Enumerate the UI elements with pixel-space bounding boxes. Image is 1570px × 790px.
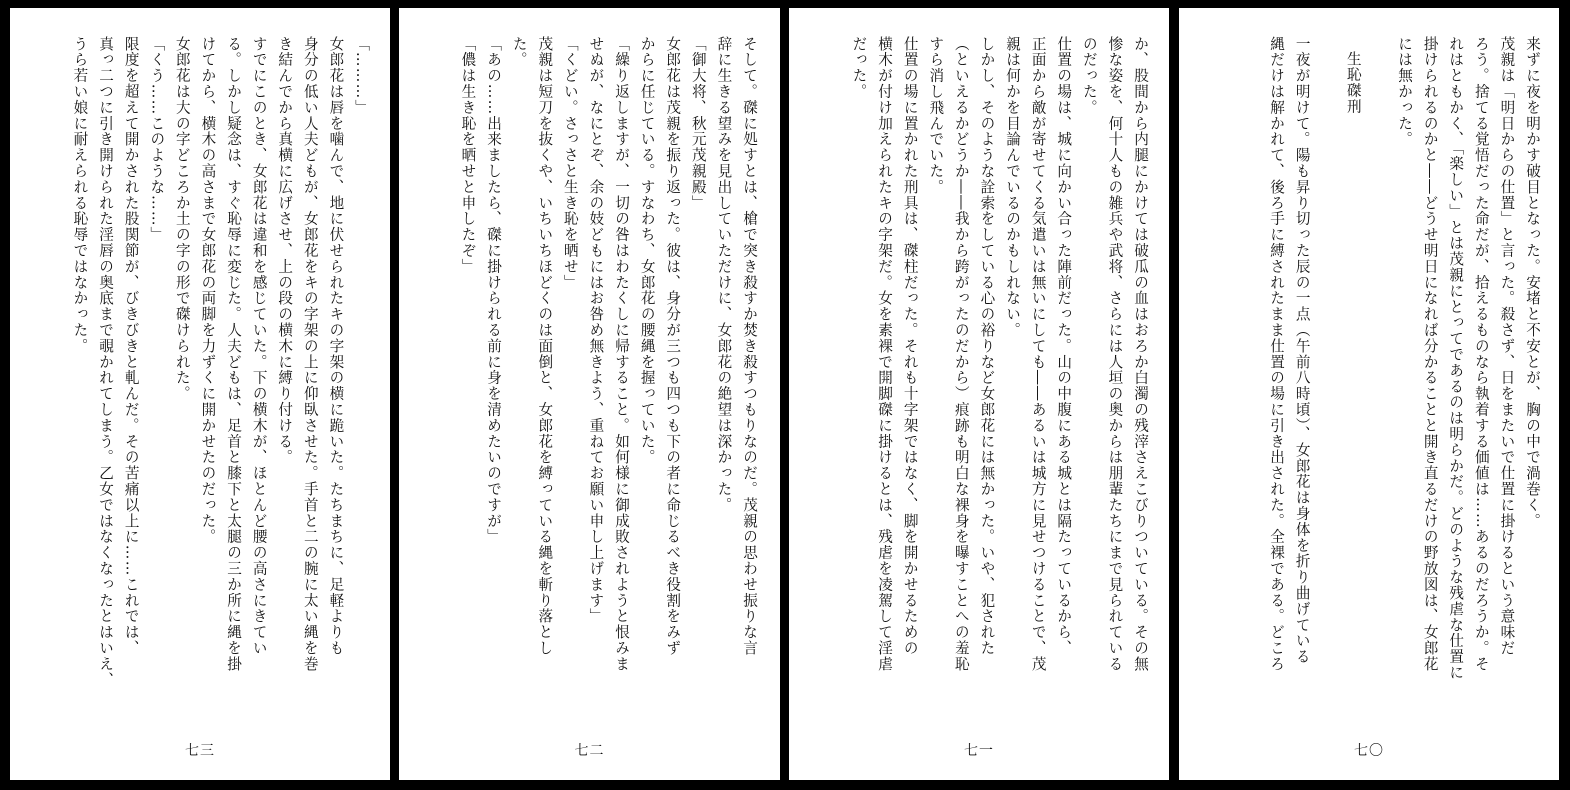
text-line: 女郎花は大の字どころか土の字の形で磔けられた。 <box>173 36 191 402</box>
page-seventy <box>1179 8 1559 780</box>
text-line: 茂親は「明日からの仕置」と言った。殺さず、日をまたいで仕置に掛けるという意味だ <box>1498 36 1516 657</box>
text-line: 「………」 <box>353 36 370 116</box>
text-line: 「御大将、秋元茂親殿」 <box>689 36 707 211</box>
page-body-text <box>1263 36 1545 736</box>
text-line: そして。磔に処すとは、槍で突き殺すか焚き殺すつもりなのだ。茂親の思わせ振りな言 <box>741 36 758 657</box>
text-line: れはともかく、「楽しい」とは茂親にとってであるのは明らかだ。どのような残虐な仕置に <box>1447 36 1465 681</box>
text-line: 縄だけは解かれて、後ろ手に縛されたまま仕置の場に引き出された。全裸である。どころ <box>1268 36 1286 672</box>
text-line: 「繰り返しますが、一切の咎はわたくしに帰すること。如何様に御成敗されようと恨みま <box>613 36 631 672</box>
text-line: しかし、そのような詮索をしている心の裕りなど女郎花には無かった。いや、犯された <box>978 36 996 657</box>
text-line: 来ずに夜を明かす破目となった。安堵と不安とが、胸の中で渦巻く。 <box>1524 36 1541 529</box>
text-line: 真っ二つに引き開けられた淫唇の奥底まで覗かれてしまう。乙女ではなくなったとはいえ、 <box>97 36 115 688</box>
text-line: 仕置の場に置かれた刑具は、磔柱だった。それも十字架ではなく、脚を開かせるための <box>901 36 919 657</box>
text-line: 正面から敵が寄せてくる気遣いは無いにしても――あるいは城方に見せつけることで、茂 <box>1029 36 1047 672</box>
page-number: 七〇 <box>1354 743 1384 759</box>
chapter-heading: 生恥磔刑 <box>1344 50 1362 115</box>
text-line: 辞に生きる望みを見出していただけに、女郎花の絶望は深かった。 <box>715 36 733 513</box>
text-line: 身分の低い人夫どもが、女郎花をキの字架の上に仰臥させた。手首と二の腕に太い縄を巻 <box>301 36 319 672</box>
text-line: すら消し飛んでいた。 <box>927 36 945 195</box>
text-line: うら若い娘に耐えられる恥辱ではなかった。 <box>71 36 89 354</box>
text-line: 横木が付け加えられたキの字架だ。女を素裸で開脚磔に掛けるとは、残虐を凌駕して淫虐 <box>876 36 894 672</box>
text-line: 惨な姿を、何十人もの雑兵や武将、さらには人垣の奥からは朋輩たちにまで見られている <box>1106 36 1124 672</box>
page-number: 七三 <box>185 743 215 759</box>
text-line: 掛けられるのかと――どうせ明日になれば分かることと開き直るだけの野放図は、女郎花 <box>1421 36 1439 672</box>
text-line: には無かった。 <box>1396 36 1414 148</box>
text-line: からに任じている。すなわち、女郎花の腰縄を握っていた。 <box>638 36 656 466</box>
text-line: 茂親は短刀を抜くや、いちいちほどくのは面倒と、女郎花を縛っている縄を斬り落とし <box>536 36 554 657</box>
page-seventy-three <box>10 8 390 780</box>
text-line: 女郎花は茂親を振り返った。彼は、身分が三つも四つも下の者に命じるべき役割をみず <box>664 36 682 657</box>
text-line: ろう。捨てる覚悟だった命だが、拾えるものなら執着する価値は……あるのだろうか。そ <box>1472 36 1490 672</box>
text-line: 仕置の場は、城に向かい合った陣前だった。山の中腹にある城とは隔たっているから、 <box>1055 36 1073 657</box>
text-line: 「儂は生き恥を晒せと申したぞ」 <box>459 36 477 275</box>
page-number: 七二 <box>574 743 605 759</box>
text-line: か、股間から内腿にかけては破瓜の血はおろか白濁の残滓さえこびりついている。その無 <box>1132 36 1149 672</box>
text-line: 女郎花は唇を噛んで、地に伏せられたキの字架の横に跪いた。たちまちに、足軽よりも <box>327 36 345 657</box>
text-line: 一夜が明けて。陽も昇り切った辰の一点（午前八時頃）、女郎花は身体を折り曲げている <box>1293 36 1311 665</box>
text-line: せぬが、なにとぞ、余の妓どもにはお咎め無きよう、重ねてお願い申し上げます」 <box>587 36 605 625</box>
text-line: だった。 <box>850 36 868 100</box>
text-line: る。しかし疑念は、すぐ恥辱に変じた。人夫どもは、足首と膝下と太腿の三か所に縄を掛 <box>225 36 243 672</box>
text-line: けてから、横木の高さまで女郎花の両脚を力ずくに開かせたのだった。 <box>199 36 217 545</box>
text-line: 「あの……出来ましたら、磔に掛けられる前に身を清めたいのですが」 <box>485 36 503 545</box>
page-body-text <box>455 36 762 736</box>
page-seventy-one <box>789 8 1169 780</box>
text-line: 「くどい。さっさと生き恥を晒せ」 <box>561 36 579 291</box>
text-line: （といえるかどうか――我から跨がったのだから）痕跡も明白な裸身を曝すことへの羞恥 <box>952 36 970 672</box>
text-line: た。 <box>510 36 528 68</box>
text-line: 限度を超えて開かされた股関節が、びきびきと軋んだ。その苦痛以上に……これでは、 <box>122 36 140 657</box>
page-body-text <box>846 36 1153 736</box>
blank-line <box>1315 36 1341 736</box>
text-line: き結んでから真横に広げさせ、上の段の横木に縛り付ける。 <box>276 36 294 466</box>
text-line: すでにこのとき、女郎花は違和を感じていた。下の横木が、ほとんど腰の高さにきてい <box>250 36 268 657</box>
text-line: 「くう……このような……」 <box>148 36 166 243</box>
page-number: 七一 <box>964 743 994 759</box>
page-body-text <box>67 36 374 736</box>
text-line: 親は何かを目論んでいるのかもしれない。 <box>1004 36 1022 339</box>
text-line: のだった。 <box>1080 36 1098 116</box>
blank-line <box>1366 36 1392 736</box>
page-seventy-two <box>399 8 780 780</box>
